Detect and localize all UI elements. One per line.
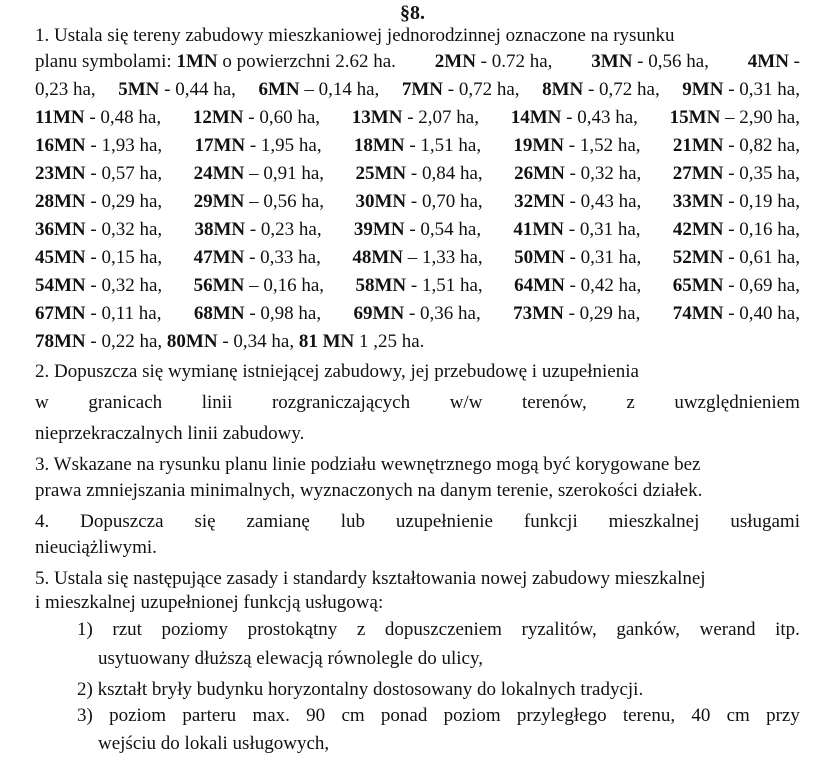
p5-line bbox=[35, 592, 800, 614]
zone-area: – 2,90 ha, bbox=[725, 107, 800, 128]
zone-area: - 0,31 ha, bbox=[569, 247, 642, 268]
word bbox=[673, 135, 800, 157]
word bbox=[35, 275, 162, 297]
zone-symbol: 19MN bbox=[513, 135, 565, 156]
p1-line bbox=[35, 51, 800, 73]
zone-symbol: 2MN bbox=[434, 51, 476, 72]
word bbox=[194, 219, 321, 241]
word bbox=[118, 79, 236, 101]
word: poziom bbox=[443, 705, 501, 726]
zone-area: - 0,29 ha, bbox=[568, 303, 641, 324]
word: lub bbox=[340, 511, 365, 532]
zone-symbol: 73MN bbox=[513, 303, 564, 324]
word: prostokątny bbox=[247, 619, 338, 640]
word bbox=[35, 163, 162, 185]
zone-area: - 0,42 ha, bbox=[569, 275, 642, 296]
word bbox=[299, 331, 425, 352]
p5-subitem-line bbox=[98, 733, 800, 755]
zone-area: - 0,43 ha, bbox=[569, 191, 642, 212]
zone-area: - 0,32 ha, bbox=[90, 219, 163, 240]
zone-symbol: 45MN bbox=[35, 247, 86, 268]
zone-symbol: 65MN bbox=[672, 275, 724, 296]
zone-symbol: 52MN bbox=[672, 247, 724, 268]
word bbox=[513, 135, 640, 157]
zone-symbol: 26MN bbox=[514, 163, 565, 184]
zone-symbol: 67MN bbox=[35, 303, 86, 324]
word bbox=[514, 163, 641, 185]
word: max. bbox=[252, 705, 290, 726]
word: terenu, bbox=[622, 705, 676, 726]
zone-symbol: 18MN bbox=[353, 135, 405, 156]
p5-text: i mieszkalnej uzupełnionej funkcją usługową: bbox=[35, 592, 384, 613]
zone-symbol: 30MN bbox=[355, 191, 407, 212]
zone-area: - 0,40 ha, bbox=[728, 303, 800, 324]
zone-symbol: 6MN bbox=[258, 79, 300, 100]
word bbox=[673, 163, 800, 185]
word: w/w bbox=[449, 392, 483, 413]
zone-area: - 0,72 ha, bbox=[447, 79, 520, 100]
word: w bbox=[35, 392, 49, 413]
word bbox=[673, 219, 800, 241]
p5-subitem-text: 2) kształt bryły budynku horyzontalny dostosowany do lokalnych tradycji. bbox=[77, 679, 644, 700]
zone-symbol: 15MN bbox=[669, 107, 721, 128]
word bbox=[682, 79, 800, 101]
zone-area: - 0,34 ha, bbox=[222, 331, 295, 352]
word bbox=[542, 79, 660, 101]
zone-area: - 1,51 ha, bbox=[410, 275, 483, 296]
zone-area: - 0,82 ha, bbox=[728, 135, 800, 156]
word: poziom bbox=[109, 705, 167, 726]
p3-line bbox=[35, 480, 800, 502]
word: Dopuszcza bbox=[80, 511, 164, 532]
zone-area: 1 ,25 ha. bbox=[359, 331, 425, 352]
zone-area: - 0,43 ha, bbox=[566, 107, 638, 128]
word bbox=[352, 247, 482, 269]
zone-symbol: 5MN bbox=[118, 79, 160, 100]
zone-area: - 0,32 ha, bbox=[569, 163, 642, 184]
word: 90 bbox=[306, 705, 326, 726]
word bbox=[35, 135, 162, 157]
zone-area: - 1,52 ha, bbox=[568, 135, 641, 156]
word: funkcji bbox=[523, 511, 578, 532]
word bbox=[670, 107, 800, 129]
word bbox=[35, 191, 162, 213]
word bbox=[35, 303, 161, 325]
word bbox=[673, 303, 800, 325]
word bbox=[258, 79, 379, 101]
word: przy bbox=[766, 705, 800, 726]
zone-area: - 0,29 ha, bbox=[90, 191, 163, 212]
word: rzut bbox=[112, 619, 142, 640]
word bbox=[514, 275, 641, 297]
zone-area: - 1,95 ha, bbox=[249, 135, 322, 156]
zone-area: - 0,44 ha, bbox=[164, 79, 236, 100]
zone-symbol: 58MN bbox=[355, 275, 407, 296]
zone-area: - 0,35 ha, bbox=[728, 163, 800, 184]
word bbox=[355, 163, 482, 185]
word: dopuszczeniem bbox=[384, 619, 502, 640]
p4-line bbox=[35, 511, 800, 533]
zone-area: - 0,36 ha, bbox=[408, 303, 481, 324]
word: przyległego bbox=[516, 705, 607, 726]
zone-symbol: 11MN bbox=[35, 107, 85, 128]
section-heading: §8. bbox=[400, 2, 425, 24]
word bbox=[673, 247, 800, 269]
word: 1) bbox=[77, 619, 93, 640]
zone-symbol: 9MN bbox=[682, 79, 724, 100]
p2-line bbox=[35, 392, 800, 414]
word: z bbox=[356, 619, 366, 640]
word: zamianę bbox=[246, 511, 310, 532]
word: linii bbox=[201, 392, 233, 413]
zone-area: - 2,07 ha, bbox=[407, 107, 479, 128]
zone-area: - 0,70 ha, bbox=[410, 191, 483, 212]
zone-area: - 1,93 ha, bbox=[90, 135, 163, 156]
p1-line bbox=[35, 107, 800, 129]
zone-area: - 0,69 ha, bbox=[728, 275, 800, 296]
zone-symbol: 38MN bbox=[194, 219, 246, 240]
zone-symbol: 3MN bbox=[591, 51, 633, 72]
word bbox=[591, 51, 709, 73]
zone-area: – 0,91 ha, bbox=[249, 163, 324, 184]
word bbox=[194, 135, 321, 157]
word bbox=[194, 303, 321, 325]
p4-text: nieuciążliwymi. bbox=[35, 537, 157, 558]
zone-area: - 0,16 ha, bbox=[728, 219, 800, 240]
zone-symbol: 78MN bbox=[35, 331, 86, 352]
p5-subitem-text: usytuowany dłuższą elewacją równolegle do ulicy, bbox=[98, 648, 483, 669]
word: cm bbox=[341, 705, 365, 726]
zone-symbol: 80MN bbox=[166, 331, 218, 352]
zone-area: - 0,98 ha, bbox=[249, 303, 322, 324]
word bbox=[513, 219, 640, 241]
p5-subitem-text: wejściu do lokali usługowych, bbox=[98, 733, 330, 754]
word: ryzalitów, bbox=[521, 619, 597, 640]
zone-symbol: 23MN bbox=[35, 163, 86, 184]
p4-line bbox=[35, 537, 800, 559]
p3-text: prawa zmniejszania minimalnych, wyznaczonych na danym terenie, szerokości działek. bbox=[35, 480, 703, 501]
zone-area: - 0,61 ha, bbox=[728, 247, 800, 268]
zone-symbol: 36MN bbox=[35, 219, 86, 240]
word bbox=[35, 331, 162, 352]
p2-text: 2. Dopuszcza się wymianę istniejącej zabudowy, jej przebudowę i uzupełnienia bbox=[35, 361, 639, 382]
word bbox=[748, 51, 800, 73]
zone-area: - 0,22 ha, bbox=[90, 331, 163, 352]
zone-area: - 0,31 ha, bbox=[568, 219, 641, 240]
zone-area: – 0,14 ha, bbox=[304, 79, 380, 100]
zone-symbol: 4MN bbox=[747, 51, 789, 72]
zone-symbol: 48MN bbox=[352, 247, 403, 268]
word bbox=[35, 247, 162, 269]
zone-symbol: 54MN bbox=[35, 275, 86, 296]
p1-line bbox=[35, 219, 800, 241]
word bbox=[514, 247, 641, 269]
word bbox=[673, 191, 800, 213]
zone-symbol: 13MN bbox=[351, 107, 403, 128]
zone-area: - 0,32 ha, bbox=[90, 275, 163, 296]
p1-line bbox=[35, 191, 800, 213]
p5-subitem-line bbox=[98, 648, 800, 670]
word bbox=[35, 219, 162, 241]
zone-area: - 0,72 ha, bbox=[587, 79, 660, 100]
p5-subitem-line bbox=[77, 705, 800, 727]
word bbox=[354, 303, 481, 325]
zone-area: – 0,56 ha, bbox=[249, 191, 324, 212]
zone-symbol: 33MN bbox=[672, 191, 724, 212]
p1-line bbox=[35, 163, 800, 185]
zone-area: - 0,33 ha, bbox=[249, 247, 321, 268]
p1-line bbox=[35, 79, 800, 101]
word bbox=[354, 135, 481, 157]
p5-line bbox=[35, 568, 800, 590]
word bbox=[402, 79, 520, 101]
zone-symbol: 68MN bbox=[193, 303, 245, 324]
word: ganków, bbox=[616, 619, 681, 640]
zone-symbol: 41MN bbox=[513, 219, 565, 240]
zone-symbol: 12MN bbox=[192, 107, 244, 128]
word bbox=[194, 191, 324, 213]
p1-line bbox=[35, 303, 800, 325]
zone-area: – 0,16 ha, bbox=[249, 275, 324, 296]
zone-symbol: 16MN bbox=[35, 135, 86, 156]
p2-line bbox=[35, 423, 800, 445]
zone-symbol: 21MN bbox=[672, 135, 724, 156]
zone-area: - 0,19 ha, bbox=[728, 191, 800, 212]
word bbox=[435, 51, 553, 73]
word: uzupełnienie bbox=[395, 511, 493, 532]
p2-text: nieprzekraczalnych linii zabudowy. bbox=[35, 423, 305, 444]
zone-symbol: 50MN bbox=[514, 247, 565, 268]
p3-text: 3. Wskazane na rysunku planu linie podziału wewnętrznego mogą być korygowane bez bbox=[35, 454, 701, 475]
word bbox=[167, 331, 294, 352]
zone-area: - 0,48 ha, bbox=[89, 107, 162, 128]
zone-symbol: 74MN bbox=[672, 303, 724, 324]
word: poziomy bbox=[161, 619, 228, 640]
zone-symbol: 81 MN bbox=[298, 331, 355, 352]
zone-area: - 0,31 ha, bbox=[728, 79, 800, 100]
word: cm bbox=[726, 705, 750, 726]
zone-area: - 0,23 ha, bbox=[249, 219, 322, 240]
word: 4. bbox=[35, 511, 50, 532]
zone-area: - bbox=[793, 51, 800, 72]
zone-area: - 0,60 ha, bbox=[248, 107, 321, 128]
zone-area: 0,23 ha, bbox=[35, 79, 96, 100]
word: usługami bbox=[730, 511, 800, 532]
zone-area: - 0,54 ha, bbox=[409, 219, 482, 240]
word bbox=[194, 163, 324, 185]
p1-line bbox=[35, 135, 800, 157]
p5-subitem-line bbox=[77, 619, 800, 641]
word: itp. bbox=[775, 619, 800, 640]
zone-area: - 0.72 ha, bbox=[480, 51, 553, 72]
word bbox=[193, 107, 320, 129]
word: 40 bbox=[691, 705, 711, 726]
zone-area: - 0,57 ha, bbox=[90, 163, 163, 184]
word bbox=[673, 275, 800, 297]
word: z bbox=[626, 392, 635, 413]
zone-symbol: 28MN bbox=[35, 191, 86, 212]
zone-area: – 1,33 ha, bbox=[407, 247, 483, 268]
p1-line bbox=[35, 275, 800, 297]
zone-symbol: 24MN bbox=[193, 163, 245, 184]
word bbox=[514, 191, 641, 213]
p1-line bbox=[35, 331, 800, 353]
word bbox=[513, 303, 640, 325]
word bbox=[511, 107, 638, 129]
zone-symbol: 32MN bbox=[514, 191, 565, 212]
word bbox=[355, 275, 482, 297]
p3-line bbox=[35, 454, 800, 476]
word: się bbox=[194, 511, 216, 532]
zone-symbol: 27MN bbox=[672, 163, 724, 184]
word bbox=[352, 107, 479, 129]
zone-symbol: 17MN bbox=[194, 135, 246, 156]
zone-symbol: 14MN bbox=[510, 107, 562, 128]
zone-symbol: 7MN bbox=[401, 79, 443, 100]
zone-area: o powierzchni 2.62 ha. bbox=[222, 51, 396, 72]
zone-symbol: 1MN bbox=[176, 51, 218, 72]
word: mieszkalnej bbox=[608, 511, 700, 532]
zone-area: - 0,56 ha, bbox=[637, 51, 709, 72]
word: terenów, bbox=[522, 392, 587, 413]
word: granicach bbox=[88, 392, 163, 413]
word: 3) bbox=[77, 705, 93, 726]
word bbox=[194, 247, 321, 269]
zone-symbol: 8MN bbox=[542, 79, 584, 100]
p5-subitem-line bbox=[77, 679, 800, 701]
zone-symbol: 56MN bbox=[193, 275, 245, 296]
p1-line bbox=[35, 25, 800, 47]
word: werand bbox=[699, 619, 756, 640]
p2-line bbox=[35, 361, 800, 383]
zone-symbol: 64MN bbox=[514, 275, 565, 296]
word: rozgraniczających bbox=[271, 392, 411, 413]
zone-symbol: 25MN bbox=[355, 163, 407, 184]
word bbox=[194, 275, 324, 297]
word bbox=[354, 219, 481, 241]
word: uwzględnieniem bbox=[674, 392, 800, 413]
zone-area: - 1,51 ha, bbox=[409, 135, 482, 156]
p5-text: 5. Ustala się następujące zasady i standardy kształtowania nowej zabudowy mieszkalnej bbox=[35, 568, 706, 589]
zone-area: - 0,15 ha, bbox=[90, 247, 163, 268]
zone-symbol: 29MN bbox=[193, 191, 245, 212]
word: ponad bbox=[380, 705, 428, 726]
zone-area: - 0,84 ha, bbox=[410, 163, 483, 184]
p1-line bbox=[35, 247, 800, 269]
zone-symbol: 39MN bbox=[353, 219, 405, 240]
word: parteru bbox=[182, 705, 237, 726]
zone-symbol: 69MN bbox=[353, 303, 405, 324]
zone-symbol: 42MN bbox=[672, 219, 724, 240]
p1-intro-text: 1. Ustala się tereny zabudowy mieszkaniowej jednorodzinnej oznaczone na rysunku bbox=[35, 25, 675, 46]
zone-area: - 0,11 ha, bbox=[90, 303, 162, 324]
word bbox=[35, 51, 396, 73]
word bbox=[35, 107, 161, 129]
p1-intro-b: planu symbolami: bbox=[35, 51, 172, 72]
word bbox=[355, 191, 482, 213]
zone-symbol: 47MN bbox=[193, 247, 245, 268]
